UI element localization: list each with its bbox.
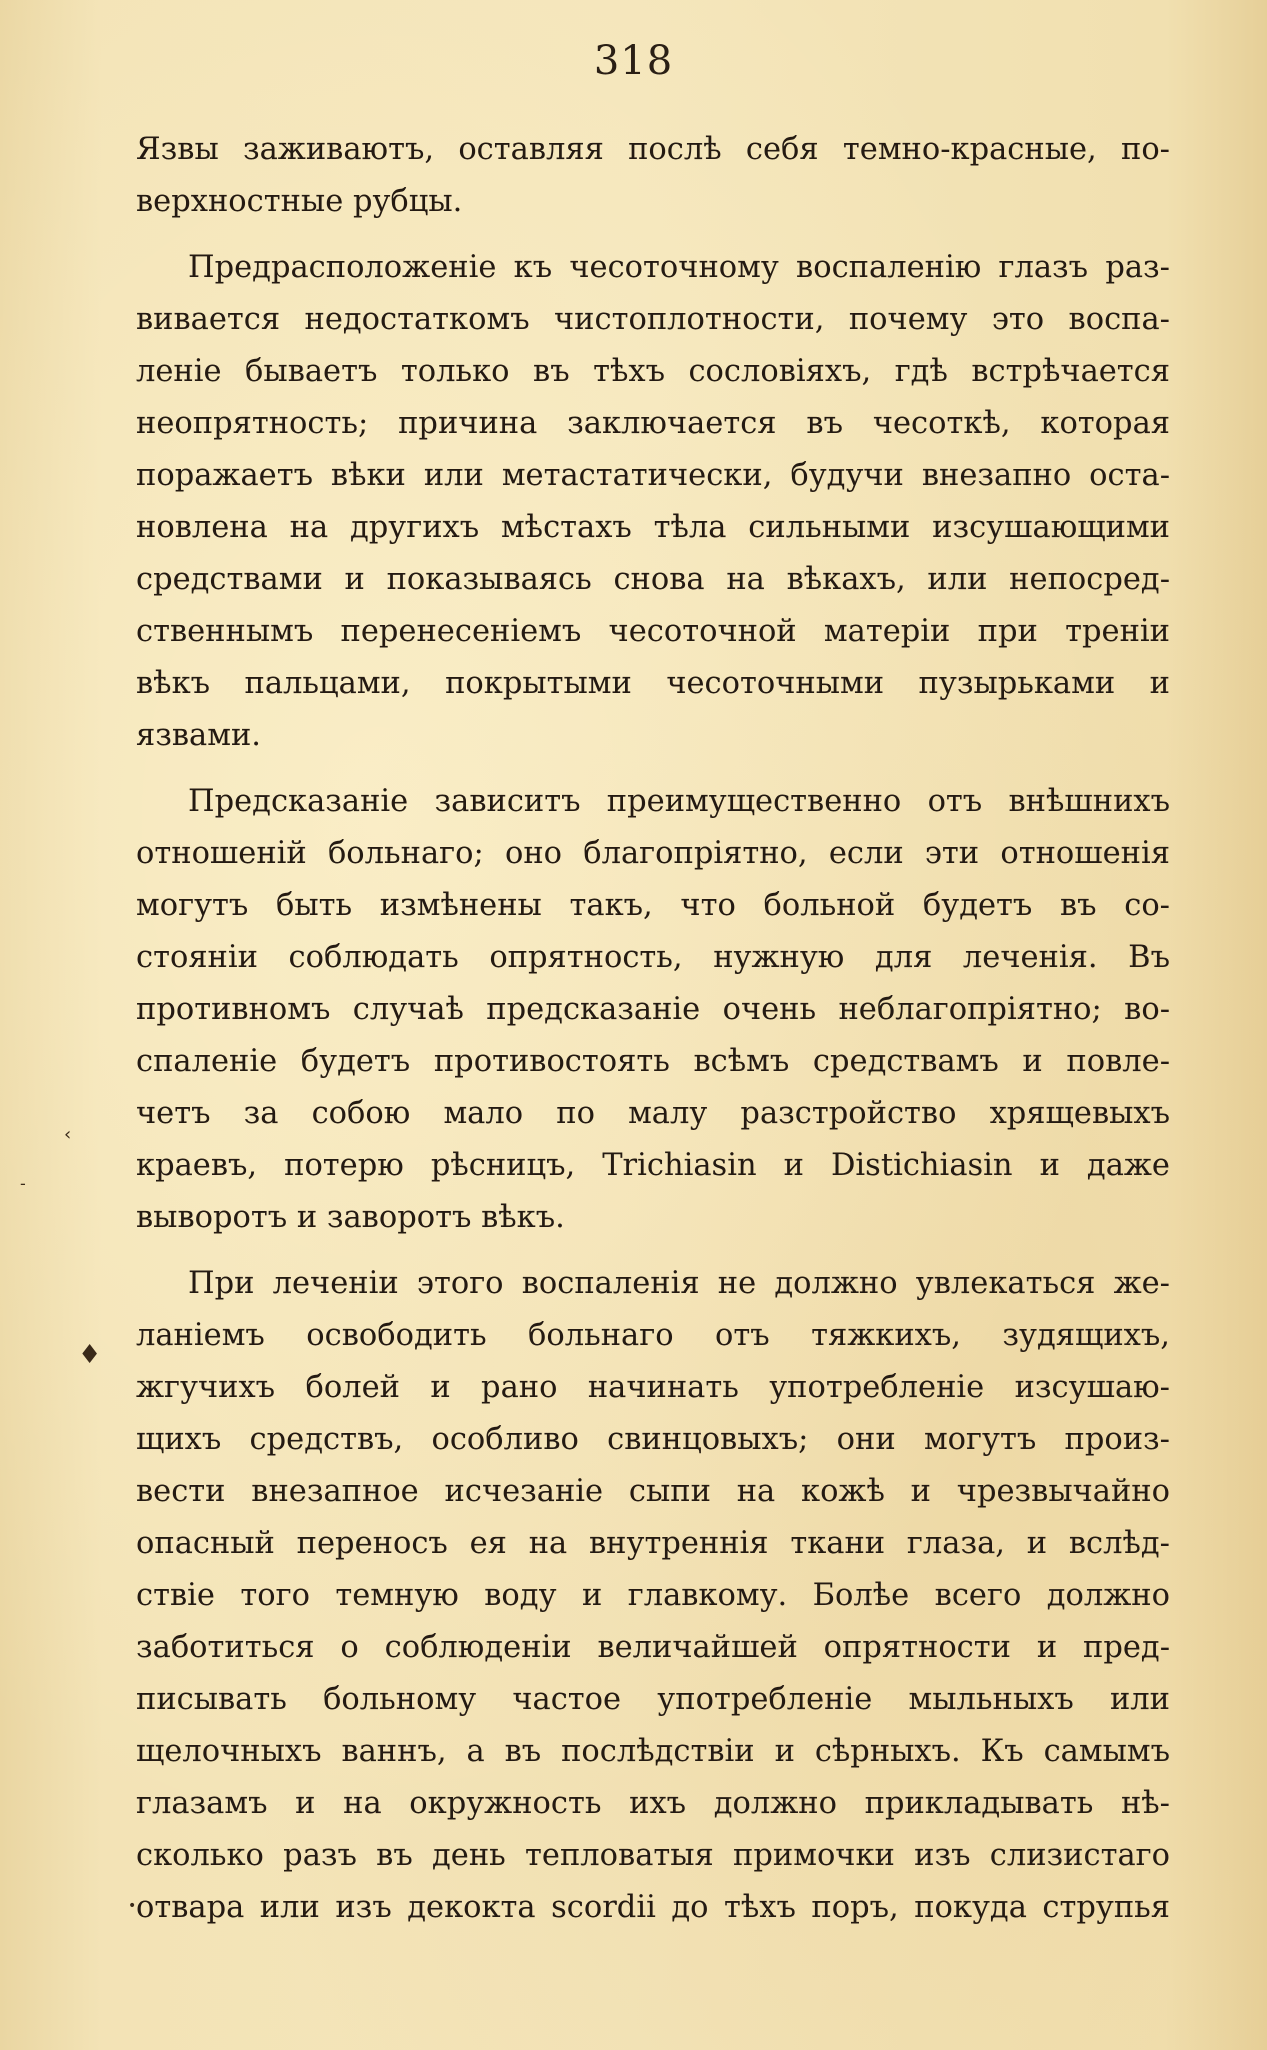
text-line: глазамъ и на окружность ихъ должно прикладывать нѣ-	[136, 1786, 1170, 1821]
text-line: отношенiй больнаго; оно благопрiятно, если эти отношенiя	[136, 836, 1170, 871]
page-number: 318	[593, 38, 674, 84]
text-line: вивается недостаткомъ чистоплотности, почему это воспа-	[136, 302, 1170, 337]
text-line: Предрасположенiе къ чесоточному воспаленiю глазъ раз-	[188, 250, 1170, 285]
text-line: Язвы заживаютъ, оставляя послѣ себя темно-красные, по-	[136, 132, 1170, 167]
text-line: отвара или изъ декокта scordii до тѣхъ поръ, покуда струпья	[136, 1890, 1170, 1925]
text-line: ленiе бываетъ только въ тѣхъ сословiяхъ, гдѣ встрѣчается	[136, 354, 1170, 389]
text-line: сколько разъ въ день тепловатыя примочки изъ слизистаго	[136, 1838, 1170, 1873]
text-line: писывать больному частое употребленiе мыльныхъ или	[136, 1682, 1170, 1717]
text-line: вести внезапное исчезанiе сыпи на кожѣ и чрезвычайно	[136, 1474, 1170, 1509]
text-line: Предсказанiе зависитъ преимущественно отъ внѣшнихъ	[188, 784, 1170, 819]
text-line: средствами и показываясь снова на вѣкахъ, или непосред-	[136, 562, 1170, 597]
text-line: ствiе того темную воду и главкому. Болѣе всего должно	[136, 1578, 1170, 1613]
text-line: поражаетъ вѣки или метастатически, будучи внезапно оста-	[136, 458, 1170, 493]
text-line: могутъ быть измѣнены такъ, что больной будетъ въ со-	[136, 888, 1170, 923]
paragraph-predisposition	[136, 242, 1170, 762]
ink-speck-mark: ‹	[64, 1124, 72, 1145]
text-line: При леченiи этого воспаленiя не должно увлекаться же-	[188, 1266, 1170, 1301]
text-line: ственнымъ перенесенiемъ чесоточной матерiи при тренiи	[136, 614, 1170, 649]
text-line: заботиться о соблюденiи величайшей опрятности и пред-	[136, 1630, 1170, 1665]
text-line: язвами.	[136, 718, 261, 753]
paragraph-prognosis	[136, 776, 1170, 1244]
ink-speck-mark: •	[128, 1898, 137, 1914]
ink-blot-mark: ♦	[78, 1340, 102, 1370]
text-line: жгучихъ болей и рано начинать употребленiе изсушаю-	[136, 1370, 1170, 1405]
text-line: новлена на другихъ мѣстахъ тѣла сильными изсушающими	[136, 510, 1170, 545]
paragraph-treatment	[136, 1258, 1170, 1934]
text-line: четъ за собою мало по малу разстройство хрящевыхъ	[136, 1096, 1170, 1131]
text-line: спаленiе будетъ противостоять всѣмъ средствамъ и повле-	[136, 1044, 1170, 1079]
text-line: вѣкъ пальцами, покрытыми чесоточными пузырьками и	[136, 666, 1170, 701]
text-line: выворотъ и заворотъ вѣкъ.	[136, 1200, 565, 1235]
text-line: неопрятность; причина заключается въ чесоткѣ, которая	[136, 406, 1170, 441]
text-line: краевъ, потерю рѣсницъ, Trichiasin и Distichiasin и даже	[136, 1148, 1170, 1183]
body-text	[136, 124, 1170, 1948]
text-line: стоянiи соблюдать опрятность, нужную для леченiя. Въ	[136, 940, 1170, 975]
text-line: опасный переносъ ея на внутреннiя ткани глаза, и вслѣд-	[136, 1526, 1170, 1561]
text-line: щелочныхъ ваннъ, а въ послѣдствiи и сѣрныхъ. Къ самымъ	[136, 1734, 1170, 1769]
paragraph-ulcer-healing	[136, 124, 1170, 228]
text-line: ланiемъ освободить больнаго отъ тяжкихъ, зудящихъ,	[136, 1318, 1170, 1353]
ink-speck-mark: -	[20, 1174, 26, 1193]
text-line: верхностные рубцы.	[136, 184, 463, 219]
text-line: щихъ средствъ, особливо свинцовыхъ; они могутъ произ-	[136, 1422, 1170, 1457]
text-line: противномъ случаѣ предсказанiе очень неблагопрiятно; во-	[136, 992, 1170, 1027]
